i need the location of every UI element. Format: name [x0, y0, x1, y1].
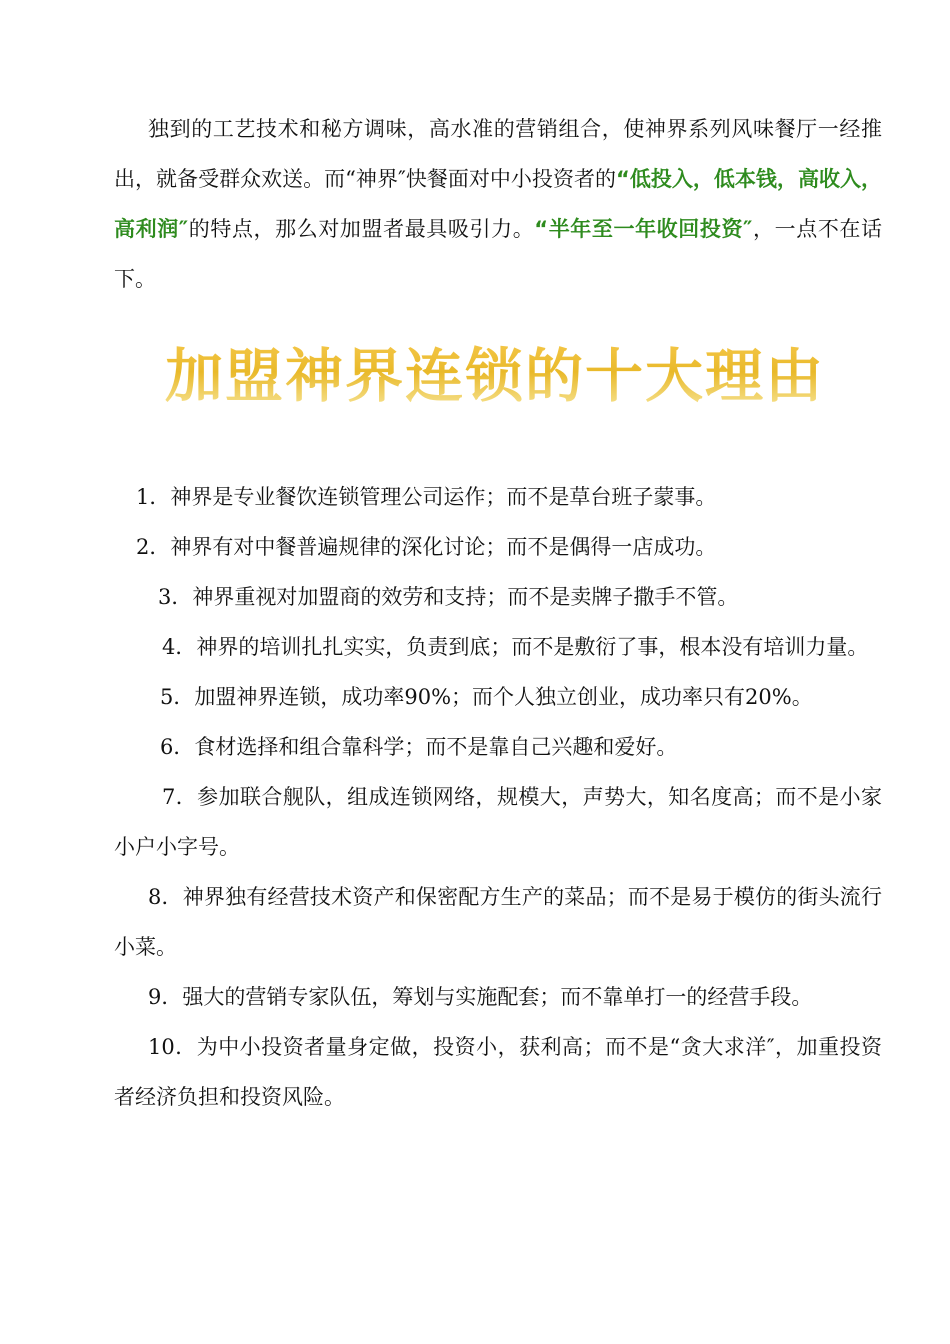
reason-item: 7．参加联合舰队，组成连锁网络，规模大，声势大，知名度高；而不是小家小户小字号。 — [114, 785, 882, 859]
intro-highlight-low-investment: “低投入，低本钱，高收入，高利润″ — [114, 167, 882, 241]
reasons-list — [114, 472, 882, 1122]
reason-item: 2．神界有对中餐普遍规律的深化讨论；而不是偶得一店成功。 — [136, 535, 717, 559]
intro-paragraph — [114, 104, 882, 304]
intro-text-2: 的特点，那么对加盟者最具吸引力。 — [188, 217, 535, 241]
reason-item: 10．为中小投资者量身定做，投资小，获利高；而不是“贪大求洋″，加重投资者经济负担和投资风险。 — [114, 1035, 882, 1109]
reason-item: 8．神界独有经营技术资产和保密配方生产的菜品；而不是易于模仿的街头流行小菜。 — [114, 885, 882, 959]
reason-item: 5．加盟神界连锁，成功率90%；而个人独立创业，成功率只有20%。 — [160, 685, 813, 709]
intro-text-1: 独到的工艺技术和秘方调味，高水准的营销组合，使神界系列风味餐厅一经推出，就备受群众欢送。而“神界″快餐面对中小投资者的 — [114, 117, 882, 191]
page-title: 加盟神界连锁的十大理由 — [0, 336, 950, 416]
reason-item: 6．食材选择和组合靠科学；而不是靠自己兴趣和爱好。 — [160, 735, 678, 759]
intro-highlight-payback: “半年至一年收回投资″ — [534, 217, 753, 241]
reason-item: 4．神界的培训扎扎实实，负责到底；而不是敷衍了事，根本没有培训力量。 — [162, 635, 869, 659]
reason-item: 3．神界重视对加盟商的效劳和支持；而不是卖牌子撒手不管。 — [158, 585, 739, 609]
intro-text-3: ，一点不在话下。 — [114, 217, 883, 291]
reason-item: 9．强大的营销专家队伍，筹划与实施配套；而不靠单打一的经营手段。 — [148, 985, 813, 1009]
reason-item: 1．神界是专业餐饮连锁管理公司运作；而不是草台班子蒙事。 — [136, 485, 717, 509]
